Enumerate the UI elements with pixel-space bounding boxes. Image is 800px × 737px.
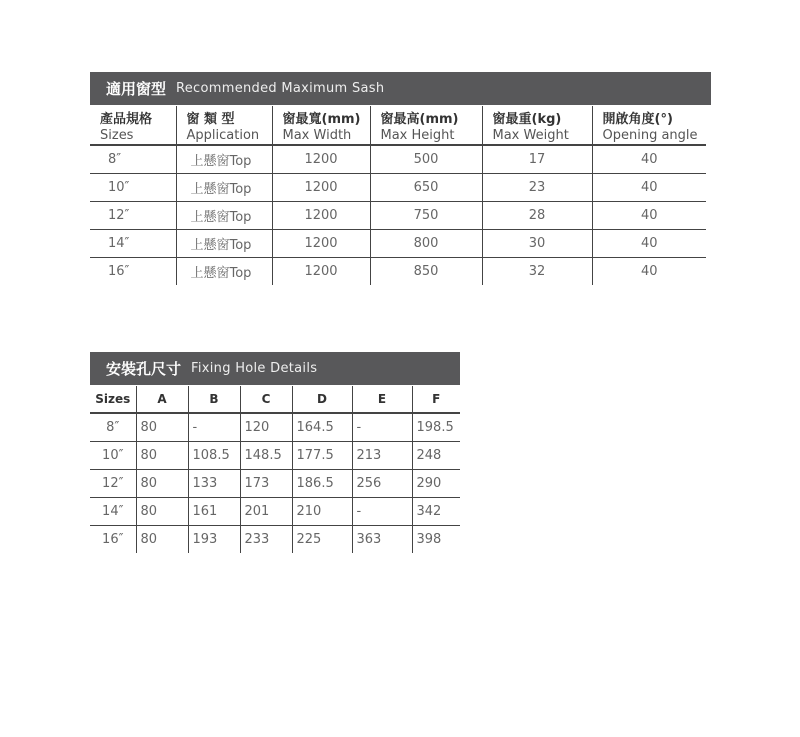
- application-cell: 上懸窗Top: [176, 257, 272, 285]
- e-cell: -: [352, 497, 412, 525]
- table-row: [90, 145, 706, 173]
- max-weight-cell: 32: [482, 257, 592, 285]
- e-cell: 213: [352, 441, 412, 469]
- fixing-section-header: [90, 352, 460, 385]
- size-cell: 10″: [108, 179, 130, 195]
- max-weight-cell: 28: [482, 201, 592, 229]
- max-height-cell: 850: [370, 257, 482, 285]
- d-cell: 210: [292, 497, 352, 525]
- c-cell: 201: [240, 497, 292, 525]
- sash-section-header: [90, 72, 711, 105]
- a-cell: 80: [136, 469, 188, 497]
- max-height-cell: 650: [370, 173, 482, 201]
- fixing-header-sizes: Sizes: [95, 392, 131, 406]
- c-cell: 173: [240, 469, 292, 497]
- table-row: [90, 525, 460, 553]
- fixing-title-zh: 安裝孔尺寸: [106, 360, 182, 378]
- sash-table: [90, 106, 706, 285]
- size-cell: 16″: [102, 531, 124, 547]
- max-width-cell: 1200: [272, 257, 370, 285]
- sash-title-en: Recommended Maximum Sash: [176, 81, 385, 96]
- table-row: [90, 201, 706, 229]
- table-row: [90, 413, 460, 441]
- f-cell: 342: [412, 497, 460, 525]
- application-cell: 上懸窗Top: [176, 145, 272, 173]
- e-cell: 363: [352, 525, 412, 553]
- fixing-header-b: B: [188, 386, 240, 413]
- sash-header-row: [90, 106, 706, 145]
- size-cell: 14″: [108, 235, 130, 251]
- max-weight-cell: 17: [482, 145, 592, 173]
- fixing-header-a: A: [136, 386, 188, 413]
- c-cell: 148.5: [240, 441, 292, 469]
- opening-angle-cell: 40: [592, 201, 706, 229]
- max-width-cell: 1200: [272, 173, 370, 201]
- d-cell: 225: [292, 525, 352, 553]
- application-cell: 上懸窗Top: [176, 173, 272, 201]
- f-cell: 398: [412, 525, 460, 553]
- a-cell: 80: [136, 441, 188, 469]
- sash-header-max-width: 窗最寬(mm) Max Width: [272, 106, 370, 145]
- opening-angle-cell: 40: [592, 173, 706, 201]
- b-cell: 161: [188, 497, 240, 525]
- opening-angle-cell: 40: [592, 145, 706, 173]
- fixing-header-e: E: [352, 386, 412, 413]
- b-cell: 133: [188, 469, 240, 497]
- max-width-cell: 1200: [272, 229, 370, 257]
- size-cell: 8″: [108, 151, 122, 167]
- size-cell: 12″: [102, 475, 124, 491]
- sash-header-max-height: 窗最高(mm) Max Height: [370, 106, 482, 145]
- table-row: [90, 441, 460, 469]
- f-cell: 248: [412, 441, 460, 469]
- sash-title-zh: 適用窗型: [106, 80, 167, 98]
- a-cell: 80: [136, 497, 188, 525]
- f-cell: 290: [412, 469, 460, 497]
- table-row: [90, 229, 706, 257]
- e-cell: 256: [352, 469, 412, 497]
- application-cell: 上懸窗Top: [176, 201, 272, 229]
- sash-header-application: 窗 類 型 Application: [176, 106, 272, 145]
- size-cell: 12″: [108, 207, 130, 223]
- max-width-cell: 1200: [272, 201, 370, 229]
- e-cell: -: [352, 413, 412, 441]
- d-cell: 164.5: [292, 413, 352, 441]
- b-cell: -: [188, 413, 240, 441]
- fixing-table: [90, 386, 460, 553]
- d-cell: 186.5: [292, 469, 352, 497]
- max-height-cell: 800: [370, 229, 482, 257]
- b-cell: 193: [188, 525, 240, 553]
- fixing-header-f: F: [412, 386, 460, 413]
- fixing-header-d: D: [292, 386, 352, 413]
- table-row: [90, 173, 706, 201]
- table-row: [90, 497, 460, 525]
- d-cell: 177.5: [292, 441, 352, 469]
- size-cell: 14″: [102, 503, 124, 519]
- sash-header-sizes: 產品規格 Sizes: [100, 112, 153, 143]
- size-cell: 16″: [108, 263, 130, 279]
- opening-angle-cell: 40: [592, 229, 706, 257]
- f-cell: 198.5: [412, 413, 460, 441]
- sash-header-opening-angle: 開啟角度(°) Opening angle: [592, 106, 706, 145]
- c-cell: 120: [240, 413, 292, 441]
- max-weight-cell: 30: [482, 229, 592, 257]
- fixing-header-row: [90, 386, 460, 413]
- size-cell: 8″: [106, 419, 120, 435]
- table-row: [90, 469, 460, 497]
- b-cell: 108.5: [188, 441, 240, 469]
- max-width-cell: 1200: [272, 145, 370, 173]
- max-height-cell: 750: [370, 201, 482, 229]
- opening-angle-cell: 40: [592, 257, 706, 285]
- fixing-title-en: Fixing Hole Details: [191, 361, 318, 376]
- fixing-header-c: C: [240, 386, 292, 413]
- max-weight-cell: 23: [482, 173, 592, 201]
- max-height-cell: 500: [370, 145, 482, 173]
- sash-header-max-weight: 窗最重(kg) Max Weight: [482, 106, 592, 145]
- table-row: [90, 257, 706, 285]
- a-cell: 80: [136, 413, 188, 441]
- size-cell: 10″: [102, 447, 124, 463]
- a-cell: 80: [136, 525, 188, 553]
- application-cell: 上懸窗Top: [176, 229, 272, 257]
- c-cell: 233: [240, 525, 292, 553]
